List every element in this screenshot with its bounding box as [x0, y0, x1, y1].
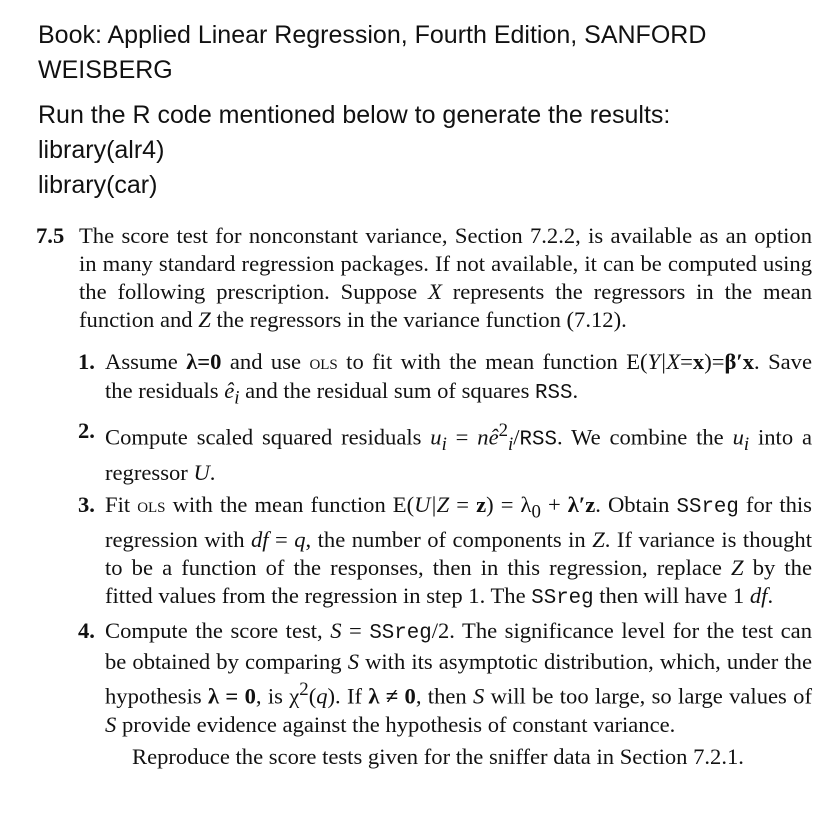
problem-7-5	[36, 222, 812, 771]
code-line-2: library(car)	[38, 171, 158, 199]
problem-number: 7.5	[36, 223, 65, 248]
steps-list	[36, 348, 812, 739]
step-4-marker: 4.	[78, 618, 95, 644]
code-line-1: library(alr4)	[38, 136, 165, 164]
question-header	[38, 18, 808, 203]
step-4: 4. Compute the score test, S = SSreg/2. The significance level for the test can be obtained by comparing S with its asymptotic distribution, which, under the hypothesis λ = 0, is $\chi^2(q)$. If λ ≠ 0, then S will be too large, so large values of S provide evidence against the hypothesis of constant variance.	[78, 618, 813, 737]
step-2-marker: 2.	[78, 417, 95, 443]
step-3-marker: 3.	[78, 491, 95, 517]
step-3: 3. Fit ols with the mean function $E(U|Z = z) = \lambda_0 + \lambda'z$. Obtain SSreg for this regression with df = q, the number of components in Z. If variance is thought to be a function of the responses, then in this regression, replace Z by the fitted values from the regression in step 1. The SSreg then will have 1 df.	[78, 491, 812, 611]
closing-instruction: Reproduce the score tests given for the sniffer data in Section 7.2.1.	[132, 743, 744, 769]
step-2: 2. Compute scaled squared residuals $u_i$ = $nê^2_i$/RSS. We combine the $u_i$ into a regressor U.	[78, 417, 812, 485]
step-1: 1. Assume λ=0 and use ols to fit with the mean function E(Y|X=x)=β′x. Save the residuals $ê_i$ and the residual sum of squares RSS.	[78, 349, 812, 409]
instruction-text: Run the R code mentioned below to generate the results:	[38, 101, 671, 129]
problem-intro: 7.5 The score test for nonconstant variance, Section 7.2.2, is available as an option in many standard regression packages. If not available, it can be computed using the following prescription. Suppose X represents the regressors in the mean function and Z the regressors in the variance function (7.12).	[36, 223, 812, 332]
step-1-marker: 1.	[78, 349, 95, 374]
book-reference: Book: Applied Linear Regression, Fourth Edition, SANFORD WEISBERG	[38, 21, 707, 84]
